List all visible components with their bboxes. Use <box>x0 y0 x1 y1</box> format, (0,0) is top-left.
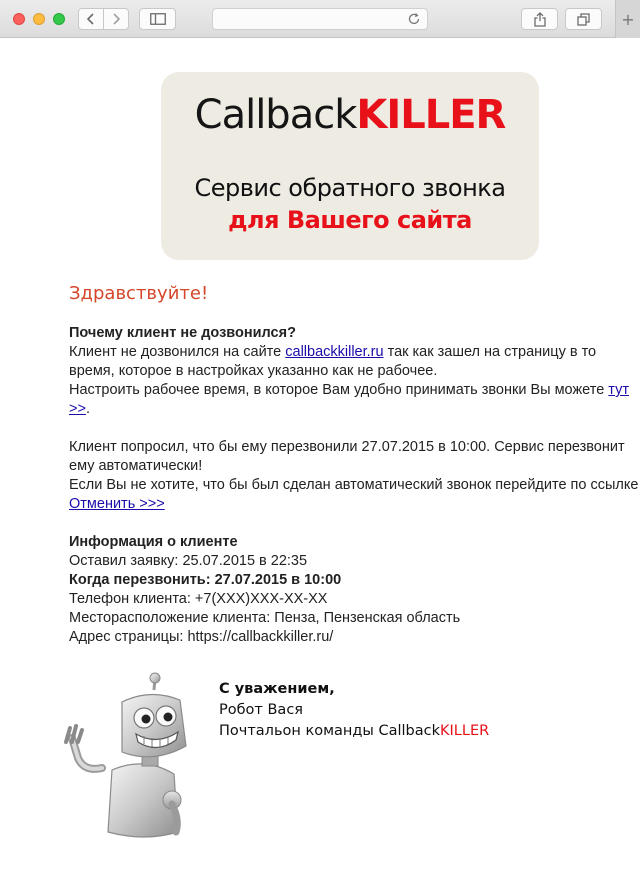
settings-link[interactable]: тут >> <box>69 382 629 417</box>
reload-icon[interactable] <box>407 12 421 26</box>
plus-icon: + <box>621 9 635 29</box>
text-span: Настроить рабочее время, в которое Вам удобно принимать звонки Вы можете <box>69 382 609 398</box>
chevron-left-icon <box>86 13 96 25</box>
new-tab-button[interactable] <box>615 0 640 38</box>
request-time: Оставил заявку: 25.07.2015 в 22:35 <box>69 553 308 569</box>
greeting-heading: Здравствуйте! <box>69 283 209 304</box>
minimize-window-icon[interactable] <box>33 13 45 25</box>
section-callback <box>69 438 639 514</box>
signature-team <box>219 721 489 742</box>
share-button[interactable] <box>521 8 558 30</box>
address-bar[interactable] <box>212 8 428 30</box>
page-address: Адрес страницы: https://callbackkiller.ru/ <box>69 629 334 645</box>
text-span: Если Вы не хотите, что бы был сделан автоматический звонок перейдите по ссылке <box>69 477 639 493</box>
robot-mascot-icon <box>62 672 198 840</box>
section-callback-text2 <box>69 476 639 514</box>
text-span: Почтальон команды Callback <box>219 723 440 739</box>
client-location: Месторасположение клиента: Пенза, Пензенская область <box>69 610 461 626</box>
signature <box>219 679 489 742</box>
section-why-text2 <box>69 381 639 419</box>
sidebar-button[interactable] <box>139 8 176 30</box>
signature-name: Робот Вася <box>219 702 304 718</box>
zoom-window-icon[interactable] <box>53 13 65 25</box>
back-button[interactable] <box>79 9 103 29</box>
site-link[interactable]: callbackkiller.ru <box>285 344 384 360</box>
browser-toolbar <box>0 0 640 38</box>
forward-button[interactable] <box>103 9 128 29</box>
logo-callback-text: Callback <box>194 92 357 138</box>
section-callback-text1: Клиент попросил, что бы ему перезвонили 27.07.2015 в 10:00. Сервис перезвонит ему автоматически! <box>69 439 625 474</box>
section-why-heading: Почему клиент не дозвонился? <box>69 325 296 341</box>
share-icon <box>534 12 546 27</box>
cancel-link[interactable]: Отменить >>> <box>69 496 165 512</box>
chevron-right-icon <box>111 13 121 25</box>
signature-regards: С уважением, <box>219 681 335 697</box>
sidebar-icon <box>150 13 166 25</box>
close-window-icon[interactable] <box>13 13 25 25</box>
section-why-text1 <box>69 343 639 381</box>
client-phone: Телефон клиента: +7(XXX)XXX-XX-XX <box>69 591 328 607</box>
text-span: так как зашел на страницу в то время, которое в настройках указанно как не рабочее. <box>69 344 597 379</box>
client-info-heading: Информация о клиенте <box>69 534 238 550</box>
header-banner <box>161 72 539 260</box>
callback-time: Когда перезвонить: 27.07.2015 в 10:00 <box>69 572 342 588</box>
section-why <box>69 324 639 419</box>
tagline-line2: для Вашего сайта <box>228 206 472 234</box>
client-info <box>69 533 639 647</box>
signature-killer-text: KILLER <box>440 723 490 739</box>
logo-killer-text: KILLER <box>356 92 506 138</box>
logo <box>161 92 539 138</box>
text-span: Клиент не дозвонился на сайте <box>69 344 286 360</box>
tagline-line1: Сервис обратного звонка <box>194 174 506 202</box>
tabs-button[interactable] <box>565 8 602 30</box>
navigation-buttons <box>78 8 129 30</box>
tabs-icon <box>577 13 590 26</box>
text-span: . <box>85 401 90 417</box>
